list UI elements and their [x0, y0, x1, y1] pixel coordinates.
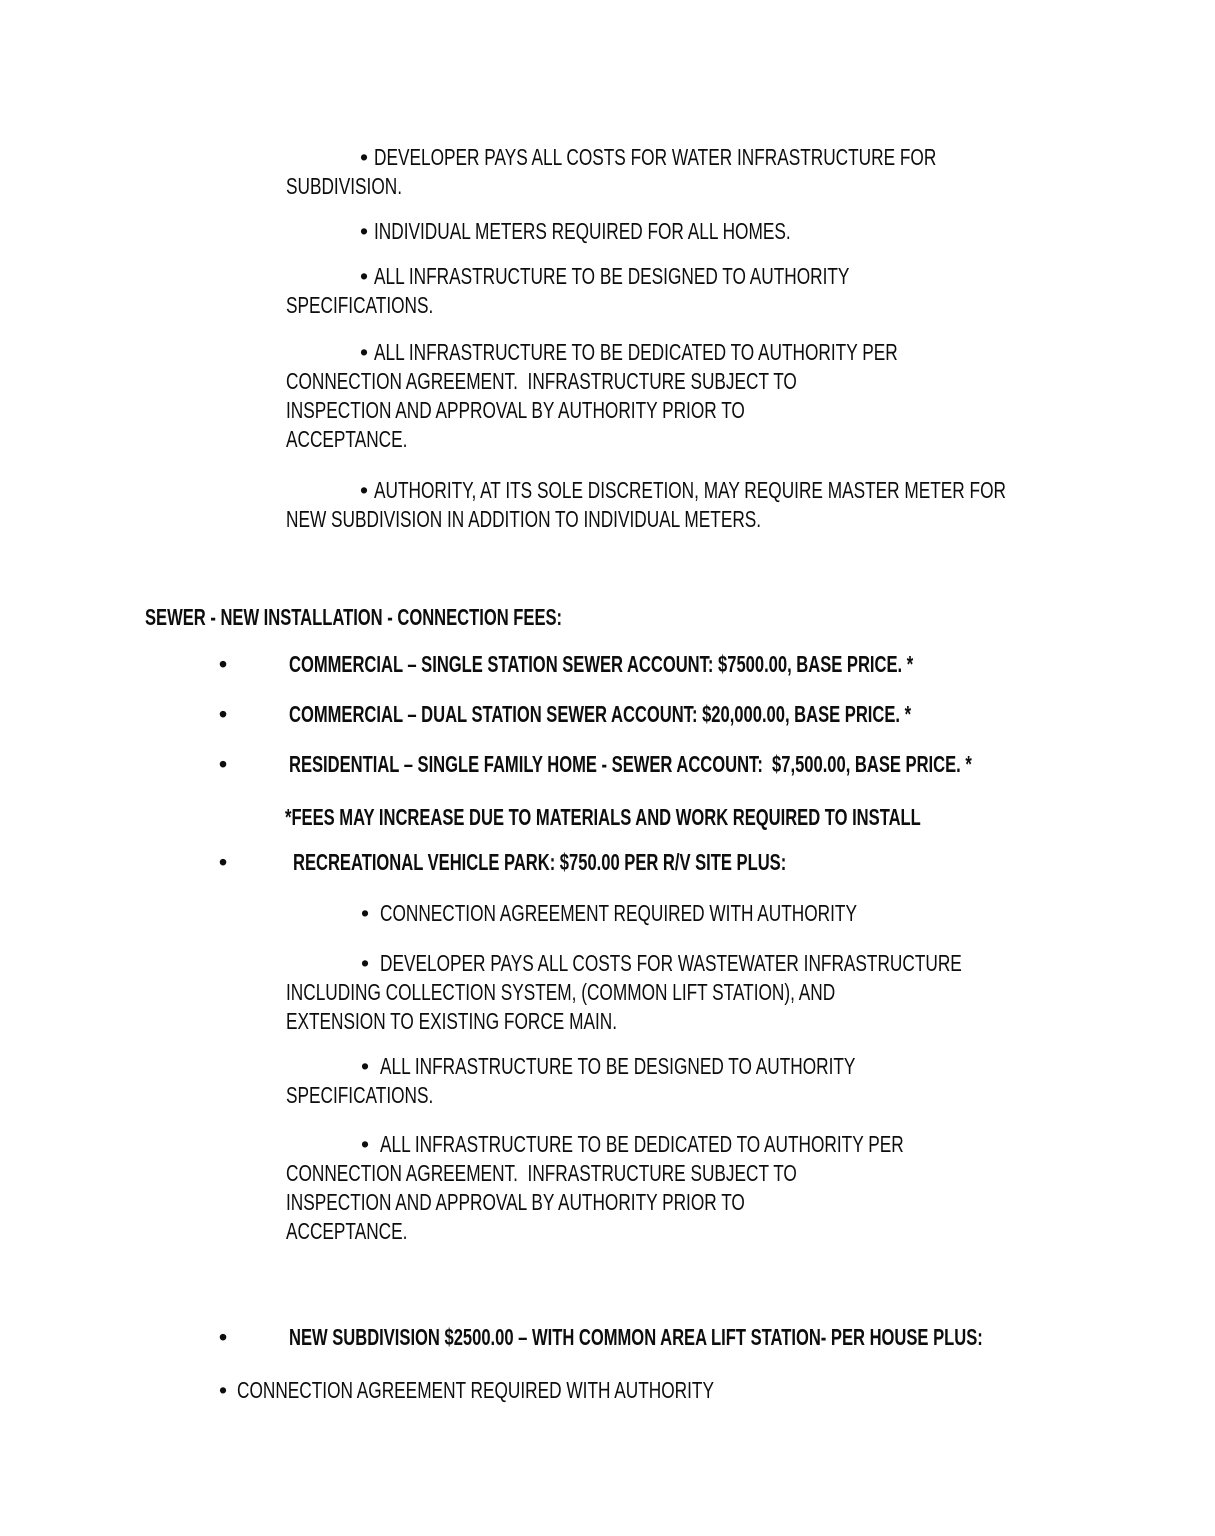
bullet-icon: •	[361, 1131, 370, 1157]
text-line: INSPECTION AND APPROVAL BY AUTHORITY PRIOR TO	[286, 397, 745, 423]
fee-item-commercial-single	[0, 650, 1215, 679]
text-line: SPECIFICATIONS.	[286, 292, 434, 318]
bullet-icon: •	[360, 477, 369, 503]
bullet-icon: •	[361, 950, 370, 976]
bullet-icon: •	[219, 651, 228, 677]
text-line: SUBDIVISION.	[286, 173, 402, 199]
water-requirement-item	[0, 338, 1215, 454]
text-line: CONNECTION AGREEMENT. INFRASTRUCTURE SUBJECT TO	[286, 1160, 797, 1186]
bullet-icon: •	[361, 1053, 370, 1079]
heading-text: SEWER - NEW INSTALLATION - CONNECTION FEES:	[145, 604, 563, 630]
text-line: CONNECTION AGREEMENT. INFRASTRUCTURE SUBJECT TO	[286, 368, 797, 394]
bullet-icon: •	[360, 144, 369, 170]
bullet-icon: •	[360, 339, 369, 365]
fee-item-rv-park	[0, 848, 1215, 877]
fee-item-text: RECREATIONAL VEHICLE PARK: $750.00 PER R/V SITE PLUS:	[293, 849, 787, 875]
text-line: NEW SUBDIVISION IN ADDITION TO INDIVIDUAL METERS.	[286, 506, 762, 532]
text-line: ALL INFRASTRUCTURE TO BE DEDICATED TO AUTHORITY PER	[374, 339, 898, 365]
fees-note	[0, 803, 1215, 832]
water-requirement-item	[0, 476, 1215, 534]
bullet-icon: •	[219, 1377, 228, 1403]
text-line: CONNECTION AGREEMENT REQUIRED WITH AUTHORITY	[380, 900, 857, 926]
rv-requirement-item	[0, 949, 1215, 1036]
fee-item-text: COMMERCIAL – DUAL STATION SEWER ACCOUNT: $20,000.00, BASE PRICE. *	[289, 701, 912, 727]
bullet-icon: •	[219, 1324, 228, 1350]
fee-item-text: COMMERCIAL – SINGLE STATION SEWER ACCOUNT: $7500.00, BASE PRICE. *	[289, 651, 914, 677]
text-line: INSPECTION AND APPROVAL BY AUTHORITY PRIOR TO	[286, 1189, 745, 1215]
rv-requirement-item	[0, 899, 1215, 928]
fee-item-new-subdivision	[0, 1323, 1215, 1352]
bullet-icon: •	[219, 701, 228, 727]
text-line: ACCEPTANCE.	[286, 1218, 408, 1244]
fee-item-commercial-dual	[0, 700, 1215, 729]
text-line: EXTENSION TO EXISTING FORCE MAIN.	[286, 1008, 617, 1034]
water-requirement-item	[0, 262, 1215, 320]
water-requirement-item	[0, 217, 1215, 246]
water-requirement-item	[0, 143, 1215, 201]
rv-requirement-item	[0, 1130, 1215, 1246]
text-line: SPECIFICATIONS.	[286, 1082, 434, 1108]
text-line: DEVELOPER PAYS ALL COSTS FOR WASTEWATER INFRASTRUCTURE	[380, 950, 962, 976]
fees-note-text: *FEES MAY INCREASE DUE TO MATERIALS AND WORK REQUIRED TO INSTALL	[285, 804, 921, 830]
text-line: INCLUDING COLLECTION SYSTEM, (COMMON LIFT STATION), AND	[286, 979, 836, 1005]
bullet-icon: •	[360, 263, 369, 289]
text-line: CONNECTION AGREEMENT REQUIRED WITH AUTHORITY	[237, 1377, 714, 1403]
text-line: ALL INFRASTRUCTURE TO BE DEDICATED TO AUTHORITY PER	[380, 1131, 904, 1157]
fee-item-residential-single	[0, 750, 1215, 779]
text-line: AUTHORITY, AT ITS SOLE DISCRETION, MAY REQUIRE MASTER METER FOR	[374, 477, 1006, 503]
sewer-fees-heading	[0, 603, 1215, 632]
text-line: ALL INFRASTRUCTURE TO BE DESIGNED TO AUTHORITY	[374, 263, 850, 289]
fee-item-text: RESIDENTIAL – SINGLE FAMILY HOME - SEWER ACCOUNT: $7,500.00, BASE PRICE. *	[289, 751, 972, 777]
bullet-icon: •	[361, 900, 370, 926]
bullet-icon: •	[219, 849, 228, 875]
document-content	[0, 143, 1215, 1405]
subdivision-requirement-item	[0, 1376, 1215, 1405]
rv-requirement-item	[0, 1052, 1215, 1110]
text-line: DEVELOPER PAYS ALL COSTS FOR WATER INFRASTRUCTURE FOR	[374, 144, 937, 170]
text-line: ACCEPTANCE.	[286, 426, 408, 452]
text-line: INDIVIDUAL METERS REQUIRED FOR ALL HOMES.	[374, 218, 791, 244]
bullet-icon: •	[360, 218, 369, 244]
fee-item-text: NEW SUBDIVISION $2500.00 – WITH COMMON AREA LIFT STATION- PER HOUSE PLUS:	[289, 1324, 983, 1350]
bullet-icon: •	[219, 751, 228, 777]
text-line: ALL INFRASTRUCTURE TO BE DESIGNED TO AUTHORITY	[380, 1053, 856, 1079]
